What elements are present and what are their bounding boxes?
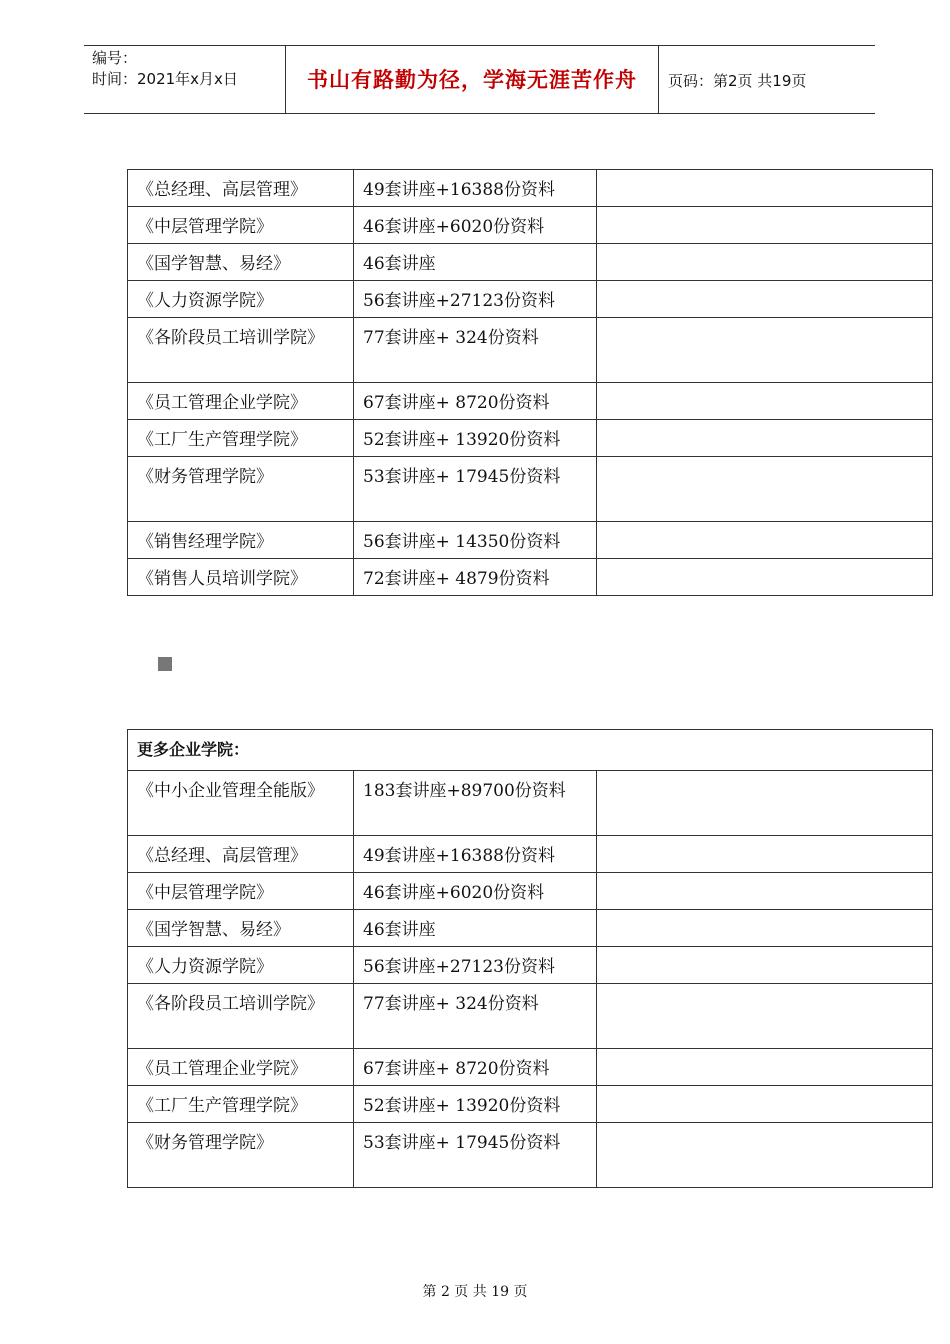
academy-desc: 53套讲座+ 17945份资料 — [354, 457, 597, 522]
academy-name: 《员工管理企业学院》 — [128, 1049, 354, 1086]
table-heading: 更多企业学院： — [128, 730, 933, 771]
academy-desc: 46套讲座+6020份资料 — [354, 873, 597, 910]
academy-table-2 — [127, 729, 933, 1188]
table-row — [128, 383, 933, 420]
header-bottom-rule — [84, 113, 875, 114]
table-row — [128, 1049, 933, 1086]
academy-name: 《人力资源学院》 — [128, 947, 354, 984]
academy-name: 《国学智慧、易经》 — [128, 244, 354, 281]
bullet-square-icon — [158, 657, 172, 671]
academy-name: 《总经理、高层管理》 — [128, 836, 354, 873]
academy-desc: 67套讲座+ 8720份资料 — [354, 1049, 597, 1086]
academy-desc: 183套讲座+89700份资料 — [354, 771, 597, 836]
academy-extra — [597, 771, 933, 836]
academy-desc: 46套讲座 — [354, 910, 597, 947]
academy-extra — [597, 207, 933, 244]
academy-desc: 52套讲座+ 13920份资料 — [354, 1086, 597, 1123]
table-row — [128, 207, 933, 244]
academy-desc: 49套讲座+16388份资料 — [354, 836, 597, 873]
table-row — [128, 984, 933, 1049]
academy-extra — [597, 836, 933, 873]
academy-desc: 56套讲座+ 14350份资料 — [354, 522, 597, 559]
header-number-label: 编号： — [92, 49, 138, 67]
academy-extra — [597, 522, 933, 559]
academy-desc: 77套讲座+ 324份资料 — [354, 984, 597, 1049]
academy-desc: 49套讲座+16388份资料 — [354, 170, 597, 207]
academy-desc: 52套讲座+ 13920份资料 — [354, 420, 597, 457]
table-row — [128, 244, 933, 281]
academy-name: 《中层管理学院》 — [128, 873, 354, 910]
table-row — [128, 522, 933, 559]
academy-table-1 — [127, 169, 933, 596]
academy-name: 《各阶段员工培训学院》 — [128, 318, 354, 383]
academy-name: 《各阶段员工培训学院》 — [128, 984, 354, 1049]
academy-name: 《中小企业管理全能版》 — [128, 771, 354, 836]
header-motto: 书山有路勤为径，学海无涯苦作舟 — [307, 68, 637, 92]
table-row — [128, 1086, 933, 1123]
academy-extra — [597, 873, 933, 910]
academy-name: 《销售人员培训学院》 — [128, 559, 354, 596]
academy-extra — [597, 420, 933, 457]
academy-extra — [597, 383, 933, 420]
academy-desc: 77套讲座+ 324份资料 — [354, 318, 597, 383]
academy-name: 《人力资源学院》 — [128, 281, 354, 318]
academy-extra — [597, 1049, 933, 1086]
academy-extra — [597, 281, 933, 318]
table-row — [128, 170, 933, 207]
academy-extra — [597, 984, 933, 1049]
academy-extra — [597, 457, 933, 522]
academy-name: 《总经理、高层管理》 — [128, 170, 354, 207]
table-row — [128, 457, 933, 522]
academy-name: 《财务管理学院》 — [128, 457, 354, 522]
academy-desc: 46套讲座 — [354, 244, 597, 281]
table-row — [128, 771, 933, 836]
page-footer: 第 2 页 共 19 页 — [422, 1284, 528, 1300]
table-row — [128, 1123, 933, 1188]
academy-desc: 53套讲座+ 17945份资料 — [354, 1123, 597, 1188]
academy-extra — [597, 1123, 933, 1188]
academy-desc: 56套讲座+27123份资料 — [354, 947, 597, 984]
table-row — [128, 559, 933, 596]
academy-desc: 46套讲座+6020份资料 — [354, 207, 597, 244]
header-divider-right — [658, 46, 659, 113]
academy-extra — [597, 947, 933, 984]
academy-name: 《员工管理企业学院》 — [128, 383, 354, 420]
table-heading-row — [128, 730, 933, 771]
academy-extra — [597, 1086, 933, 1123]
academy-name: 《中层管理学院》 — [128, 207, 354, 244]
table-row — [128, 873, 933, 910]
academy-desc: 72套讲座+ 4879份资料 — [354, 559, 597, 596]
academy-extra — [597, 244, 933, 281]
table-row — [128, 947, 933, 984]
header-time-label: 时间：2021年x月x日 — [92, 70, 238, 88]
header-meta — [92, 48, 238, 90]
academy-desc: 67套讲座+ 8720份资料 — [354, 383, 597, 420]
academy-extra — [597, 170, 933, 207]
academy-desc: 56套讲座+27123份资料 — [354, 281, 597, 318]
academy-extra — [597, 318, 933, 383]
table-row — [128, 318, 933, 383]
academy-name: 《国学智慧、易经》 — [128, 910, 354, 947]
table-row — [128, 836, 933, 873]
academy-name: 《工厂生产管理学院》 — [128, 1086, 354, 1123]
academy-name: 《工厂生产管理学院》 — [128, 420, 354, 457]
academy-extra — [597, 910, 933, 947]
header-page-label: 页码：第2页 共19页 — [668, 72, 807, 90]
table-row — [128, 910, 933, 947]
academy-extra — [597, 559, 933, 596]
header-top-rule — [84, 45, 875, 46]
table-row — [128, 281, 933, 318]
academy-name: 《财务管理学院》 — [128, 1123, 354, 1188]
academy-name: 《销售经理学院》 — [128, 522, 354, 559]
table-row — [128, 420, 933, 457]
